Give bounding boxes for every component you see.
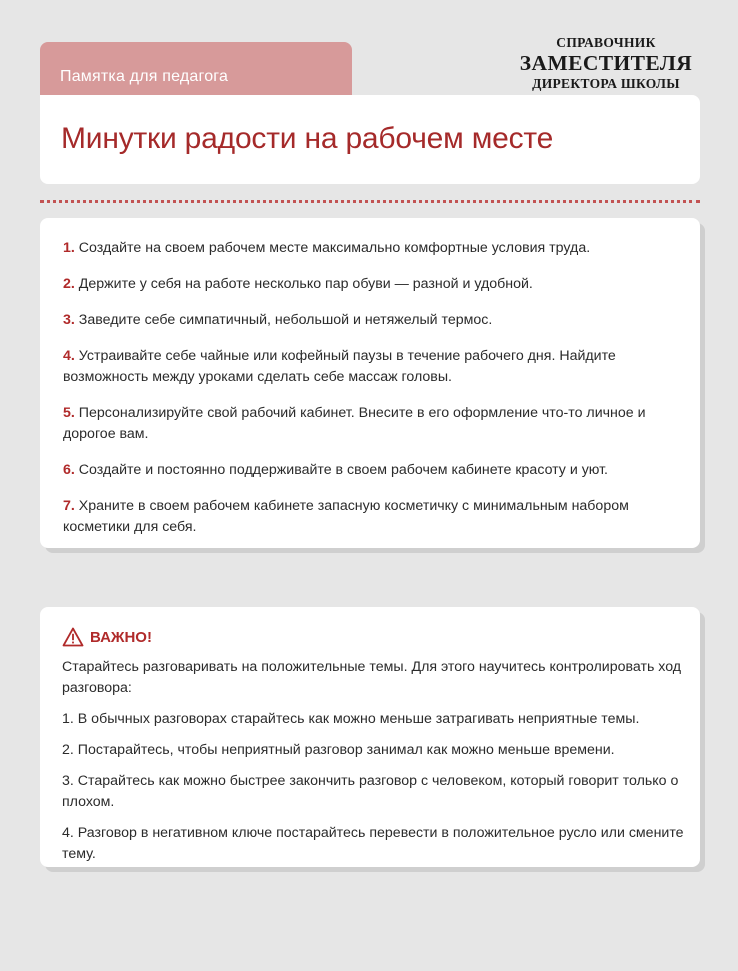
tip-item (63, 274, 680, 295)
tip-number: 2. (63, 276, 75, 292)
tip-number: 6. (63, 462, 75, 478)
title-card (40, 95, 700, 184)
important-title: ВАЖНО! (90, 628, 152, 646)
important-item: 1. В обычных разговорах старайтесь как можно меньше затрагивать неприятные темы. (62, 711, 640, 727)
tip-item (63, 310, 680, 331)
brand-line-1: СПРАВОЧНИК (556, 35, 656, 50)
important-body (62, 657, 692, 875)
important-item: 2. Постарайтесь, чтобы неприятный разговор занимал как можно меньше времени. (62, 742, 615, 758)
important-card (40, 607, 700, 867)
tip-text: Заведите себе симпатичный, небольшой и нетяжелый термос. (78, 312, 493, 328)
brand-line-3: ДИРЕКТОРА ШКОЛЫ (532, 76, 680, 91)
brand-line-2: ЗАМЕСТИТЕЛЯ (519, 50, 693, 75)
tip-item (63, 346, 680, 388)
tips-card (40, 218, 700, 548)
tip-text: Персонализируйте свой рабочий кабинет. Внесите в его оформление что-то личное и дорогое вам. (63, 405, 646, 442)
tip-item (63, 238, 680, 259)
tip-number: 5. (63, 405, 75, 421)
tip-text: Держите у себя на работе несколько пар обуви — разной и удобной. (78, 276, 533, 292)
tips-list (40, 218, 700, 538)
tip-number: 3. (63, 312, 75, 328)
brand-logo (506, 36, 706, 91)
warning-triangle-icon (62, 627, 84, 647)
tip-number: 7. (63, 498, 75, 514)
tip-text: Создайте и постоянно поддерживайте в своем рабочем кабинете красоту и уют. (78, 462, 608, 478)
tip-text: Создайте на своем рабочем месте максимально комфортные условия труда. (78, 240, 591, 256)
tip-text: Устраивайте себе чайные или кофейный паузы в течение рабочего дня. Найдите возможность между уроками сделать себе массаж головы. (63, 348, 616, 385)
tip-number: 4. (63, 348, 75, 364)
dotted-divider (40, 200, 700, 203)
tip-text: Храните в своем рабочем кабинете запасную косметичку с минимальным набором косметики для себя. (63, 498, 629, 535)
important-intro: Старайтесь разговаривать на положительные темы. Для этого научитесь контролировать ход разговора: (62, 659, 682, 696)
header-tab (40, 42, 352, 102)
tip-item (63, 403, 680, 445)
tip-item (63, 460, 680, 481)
important-item: 3. Старайтесь как можно быстрее закончить разговор с человеком, который говорит только о плохом. (62, 773, 679, 810)
tip-number: 1. (63, 240, 75, 256)
important-heading (62, 627, 152, 647)
page-title: Минутки радости на рабочем месте (61, 122, 554, 155)
tip-item (63, 496, 680, 538)
important-item: 4. Разговор в негативном ключе постарайтесь перевести в положительное русло или смените тему. (62, 825, 684, 862)
tab-label: Памятка для педагога (60, 68, 229, 85)
important-list (62, 709, 692, 865)
